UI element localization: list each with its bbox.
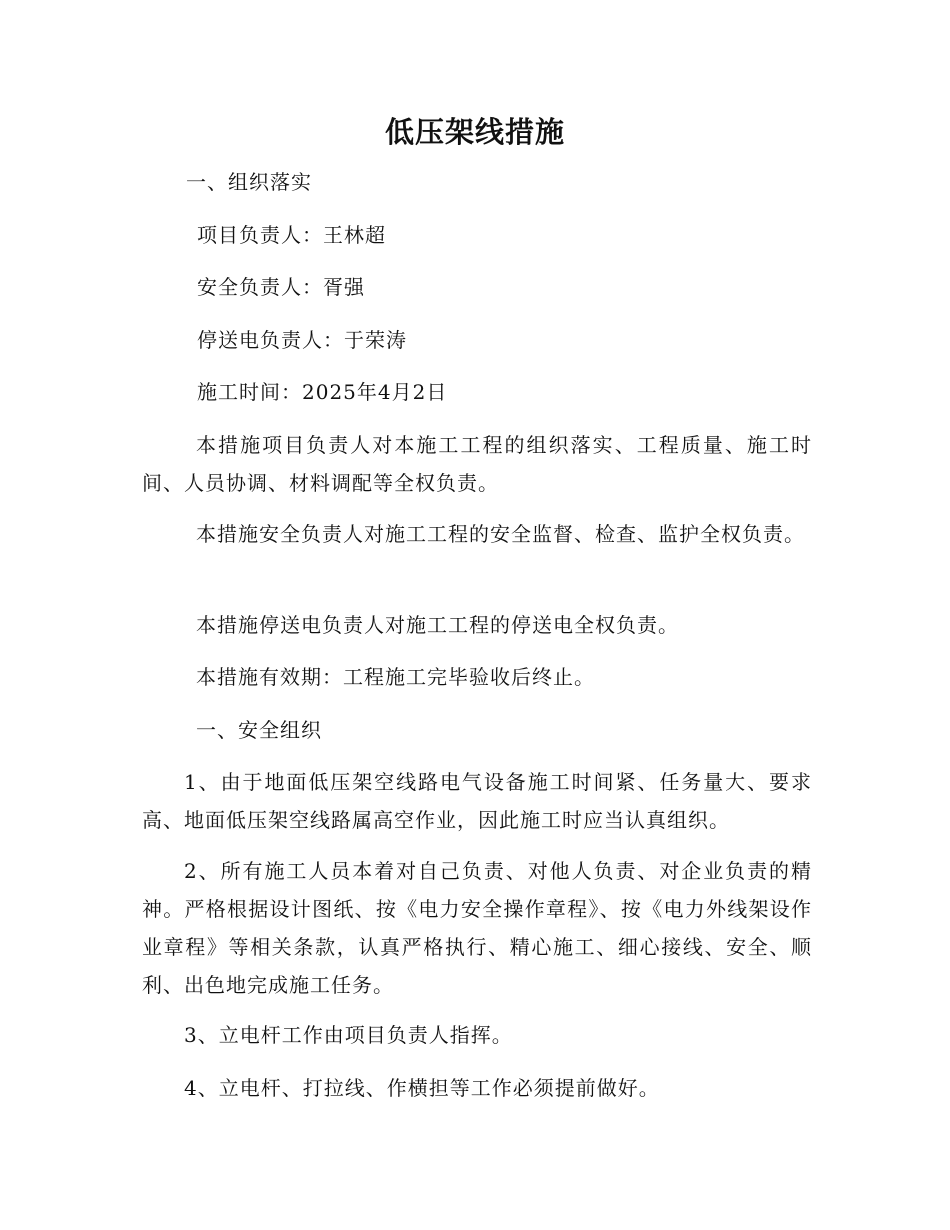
section-heading-organization: 一、组织落实 <box>186 170 312 194</box>
safety-lead-line: 安全负责人：胥强 <box>197 275 365 299</box>
power-lead-line: 停送电负责人：于荣涛 <box>197 328 407 352</box>
construction-time-line: 施工时间：2025年4月2日 <box>197 380 448 404</box>
list-item-4: 4、立电杆、打拉线、作横担等工作必须提前做好。 <box>184 1076 660 1100</box>
document-title: 低压架线措施 <box>384 115 565 149</box>
project-lead-line: 项目负责人：王林超 <box>197 223 386 247</box>
paragraph-validity: 本措施有效期：工程施工完毕验收后终止。 <box>196 665 595 689</box>
list-item-3: 3、立电杆工作由项目负责人指挥。 <box>184 1023 513 1047</box>
paragraph-power-lead-duty: 本措施停送电负责人对施工工程的停送电全权负责。 <box>196 613 679 637</box>
list-item-2: 2、所有施工人员本着对自己负责、对他人负责、对企业负责的精神。严格根据设计图纸、按《电力安全操作章程》、按《电力外线架设作业章程》等相关条款，认真严格执行、精心施工、细心接线、安全、顺利、出色地完成施工任务。 <box>142 859 812 997</box>
list-item-1: 1、由于地面低压架空线路电气设备施工时间紧、任务量大、要求高、地面低压架空线路属高空作业，因此施工时应当认真组织。 <box>142 770 812 832</box>
paragraph-project-lead-duty: 本措施项目负责人对本施工工程的组织落实、工程质量、施工时间、人员协调、材料调配等全权负责。 <box>142 433 812 495</box>
section-heading-safety: 一、安全组织 <box>196 718 322 742</box>
paragraph-safety-lead-duty: 本措施安全负责人对施工工程的安全监督、检查、监护全权负责。 <box>196 522 805 546</box>
